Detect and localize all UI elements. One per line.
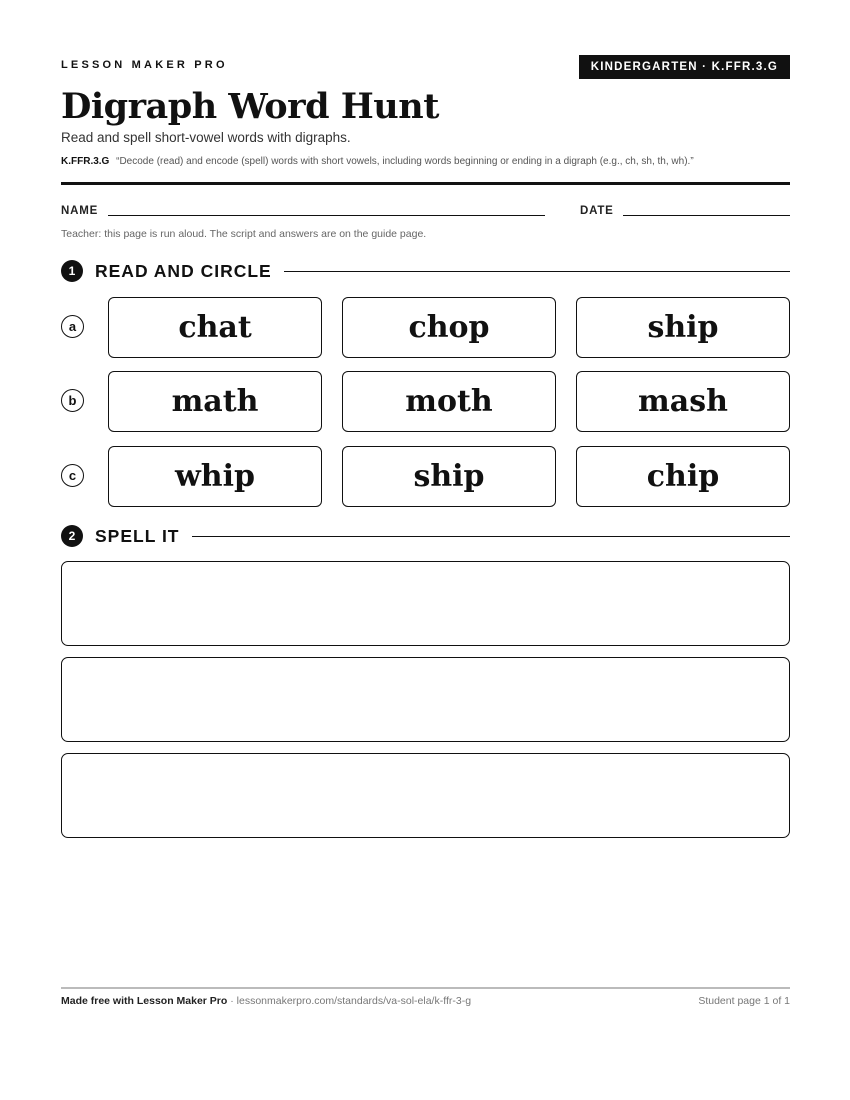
section-number-badge: 1 bbox=[61, 260, 83, 282]
word-choice[interactable]: chop bbox=[342, 297, 556, 358]
header-divider bbox=[61, 182, 790, 185]
teacher-note: Teacher: this page is run aloud. The script and answers are on the guide page. bbox=[61, 228, 427, 240]
word-choice[interactable]: whip bbox=[108, 446, 322, 507]
word-choice[interactable]: math bbox=[108, 371, 322, 432]
name-field[interactable] bbox=[108, 215, 545, 216]
word-choice[interactable]: mash bbox=[576, 371, 790, 432]
spelling-answer-box-2[interactable] bbox=[61, 657, 790, 742]
word-choice[interactable]: chip bbox=[576, 446, 790, 507]
word-row-b bbox=[61, 371, 790, 432]
footer-page-number: Student page 1 of 1 bbox=[698, 995, 790, 1007]
word-choice[interactable]: ship bbox=[576, 297, 790, 358]
date-label: DATE bbox=[580, 205, 614, 217]
page-subtitle: Read and spell short-vowel words with digraphs. bbox=[61, 130, 351, 145]
section-title: SPELL IT bbox=[95, 525, 180, 546]
page-title: Digraph Word Hunt bbox=[61, 86, 439, 127]
section-number-badge: 2 bbox=[61, 525, 83, 547]
word-choice[interactable]: chat bbox=[108, 297, 322, 358]
worksheet-page bbox=[61, 0, 790, 1100]
row-letter: a bbox=[61, 315, 84, 338]
word-choice[interactable]: ship bbox=[342, 446, 556, 507]
section-rule bbox=[284, 271, 790, 272]
section-spell-it-header bbox=[61, 525, 790, 547]
footer-made-with: Made free with Lesson Maker Pro bbox=[61, 995, 228, 1007]
spelling-answer-box-3[interactable] bbox=[61, 753, 790, 838]
standard-code: K.FFR.3.G bbox=[61, 156, 110, 167]
word-row-c bbox=[61, 446, 790, 507]
section-title: READ AND CIRCLE bbox=[95, 260, 272, 281]
footer-url: · lessonmakerpro.com/standards/va-sol-ela/k-ffr-3-g bbox=[227, 995, 472, 1007]
row-letter: b bbox=[61, 389, 84, 412]
section-rule bbox=[192, 536, 791, 537]
spelling-answer-box-1[interactable] bbox=[61, 561, 790, 646]
brand-name: LESSON MAKER PRO bbox=[61, 59, 228, 71]
grade-standard-badge: KINDERGARTEN · K.FFR.3.G bbox=[579, 55, 790, 79]
standard-description bbox=[61, 156, 694, 167]
section-read-and-circle-header bbox=[61, 260, 790, 282]
footer-credit bbox=[61, 995, 471, 1007]
row-letter: c bbox=[61, 464, 84, 487]
footer-divider bbox=[61, 987, 790, 989]
date-field[interactable] bbox=[623, 215, 790, 216]
standard-text: “Decode (read) and encode (spell) words with short vowels, including words beginning or ending in a digraph (e.g., ch, sh, th, wh).” bbox=[116, 156, 694, 167]
word-row-a bbox=[61, 297, 790, 358]
word-choice[interactable]: moth bbox=[342, 371, 556, 432]
name-label: NAME bbox=[61, 205, 99, 217]
